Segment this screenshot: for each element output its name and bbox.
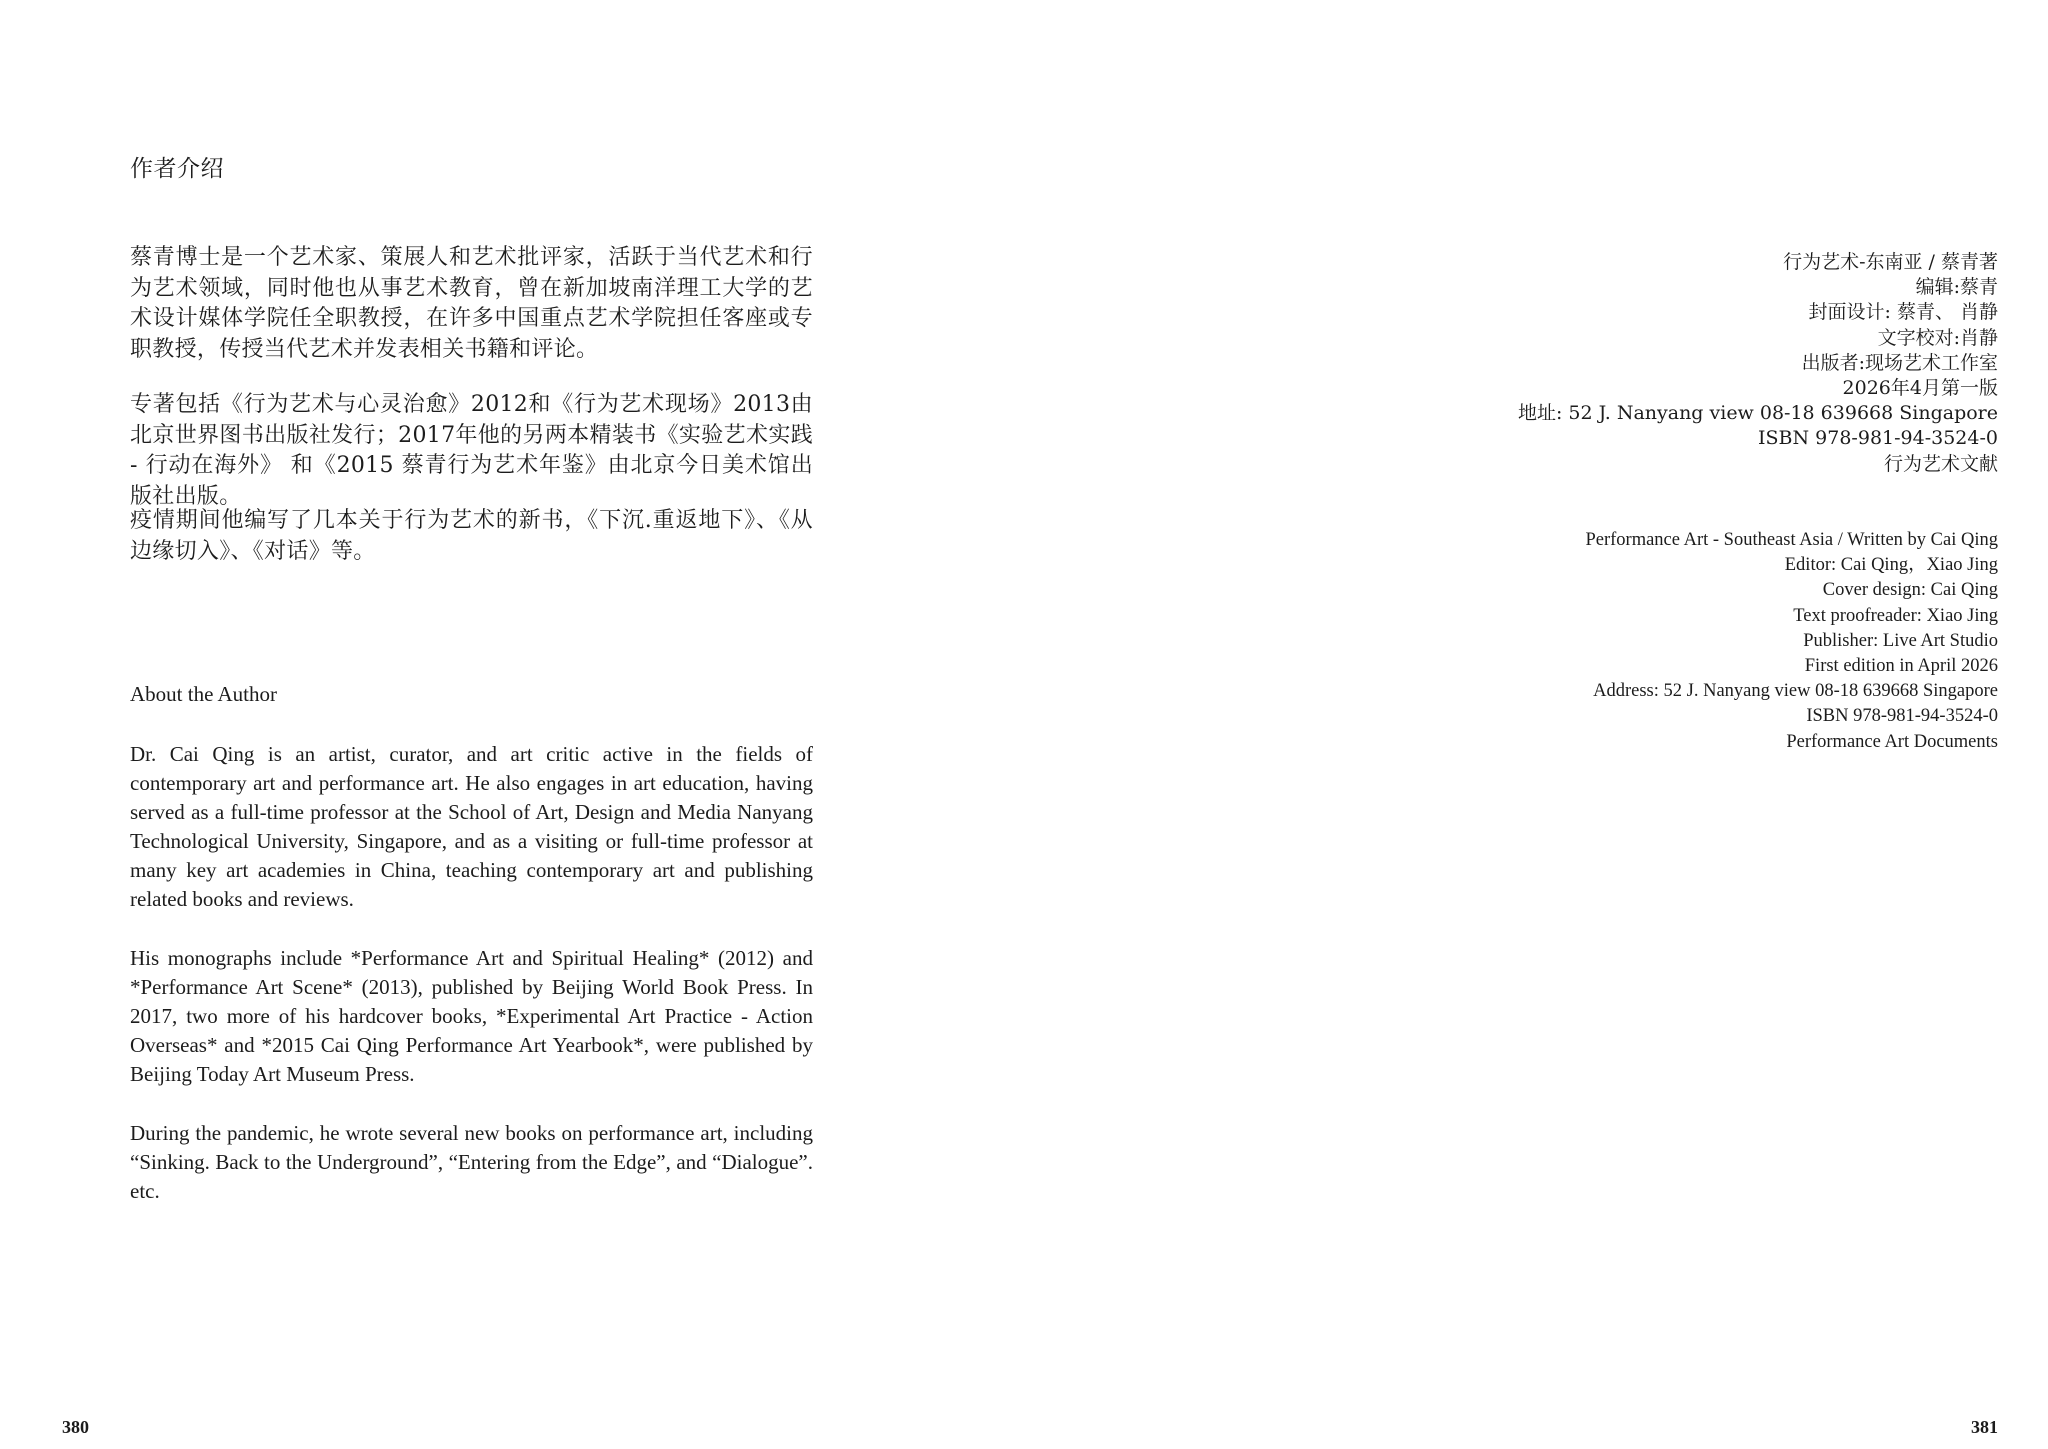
colophon-zh-line: 文字校对:肖静 <box>1877 326 1998 349</box>
colophon-en-line: Cover design: Cai Qing <box>1822 580 1998 601</box>
colophon-en-line: Performance Art - Southeast Asia / Written by Cai Qing <box>1585 530 1998 550</box>
colophon-en-line: Text proofreader: Xiao Jing <box>1793 605 1998 626</box>
colophon-chinese <box>1238 250 1998 477</box>
colophon-zh-line: 行为艺术文献 <box>1883 452 1998 475</box>
zh-paragraph-pandemic: 疫情期间他编写了几本关于行为艺术的新书，《下沉.重返地下》、《从边缘切入》、《对话》等。 <box>130 508 813 564</box>
en-section-heading: About the Author <box>130 682 277 706</box>
colophon-english <box>1238 528 1998 755</box>
en-paragraph-bio: Dr. Cai Qing is an artist, curator, and art critic active in the fields of contemporary art and performance art. He also engages in art education, having served as a full-time professor at the School of Art, Design and Media Nanyang Technological University, Singapore, and as a visiting or full-time professor at many key art academies in China, teaching contemporary art and publishing related books and reviews. <box>130 742 813 911</box>
colophon-en-line: ISBN 978-981-94-3524-0 <box>1806 706 1998 727</box>
page-number-left: 380 <box>62 1417 89 1437</box>
colophon-en-line: Editor: Cai Qing，Xiao Jing <box>1784 555 1998 576</box>
colophon-en-line: Address: 52 J. Nanyang view 08-18 639668 Singapore <box>1593 681 1998 702</box>
colophon-zh-line: 封面设计: 蔡青、 肖静 <box>1808 301 1998 324</box>
colophon-zh-line: ISBN 978-981-94-3524-0 <box>1758 427 1998 450</box>
colophon-zh-line: 行为艺术-东南亚 / 蔡青著 <box>1783 251 1998 273</box>
colophon-en-line: Publisher: Live Art Studio <box>1803 630 1998 651</box>
zh-section-heading: 作者介绍 <box>130 156 224 182</box>
colophon-en-line: Performance Art Documents <box>1786 731 1998 752</box>
colophon-zh-line: 出版者:现场艺术工作室 <box>1801 351 1998 374</box>
colophon-zh-line: 编辑:蔡青 <box>1915 276 1998 299</box>
colophon-zh-line: 地址: 52 J. Nanyang view 08-18 639668 Singapore <box>1517 402 1998 425</box>
zh-paragraph-monographs: 专著包括《行为艺术与心灵治愈》2012和《行为艺术现场》2013由北京世界图书出版社发行；2017年他的另两本精装书《实验艺术实践 - 行动在海外》 和《2015 蔡青行为艺术年鉴》由北京今日美术馆出版社出版。 <box>130 392 813 509</box>
colophon-zh-line: 2026年4月第一版 <box>1842 377 1998 400</box>
en-paragraph-monographs: His monographs include *Performance Art and Spiritual Healing* (2012) and *Performance Art Scene* (2013), published by Beijing World Book Press. In 2017, two more of his hardcover books, *Experimental Art Practice - Action Overseas* and *2015 Cai Qing Performance Art Yearbook*, were published by Beijing Today Art Museum Press. <box>130 946 813 1086</box>
colophon-en-line: First edition in April 2026 <box>1804 656 1998 677</box>
zh-paragraph-bio: 蔡青博士是一个艺术家、策展人和艺术批评家，活跃于当代艺术和行为艺术领域，同时他也从事艺术教育，曾在新加坡南洋理工大学的艺术设计媒体学院任全职教授，在许多中国重点艺术学院担任客座或专职教授，传授当代艺术并发表相关书籍和评论。 <box>130 245 813 362</box>
page-number-right: 381 <box>1971 1417 1998 1437</box>
en-paragraph-pandemic: During the pandemic, he wrote several new books on performance art, including “Sinking. Back to the Underground”, “Entering from the Edge”, and “Dialogue”. etc. <box>130 1121 813 1203</box>
